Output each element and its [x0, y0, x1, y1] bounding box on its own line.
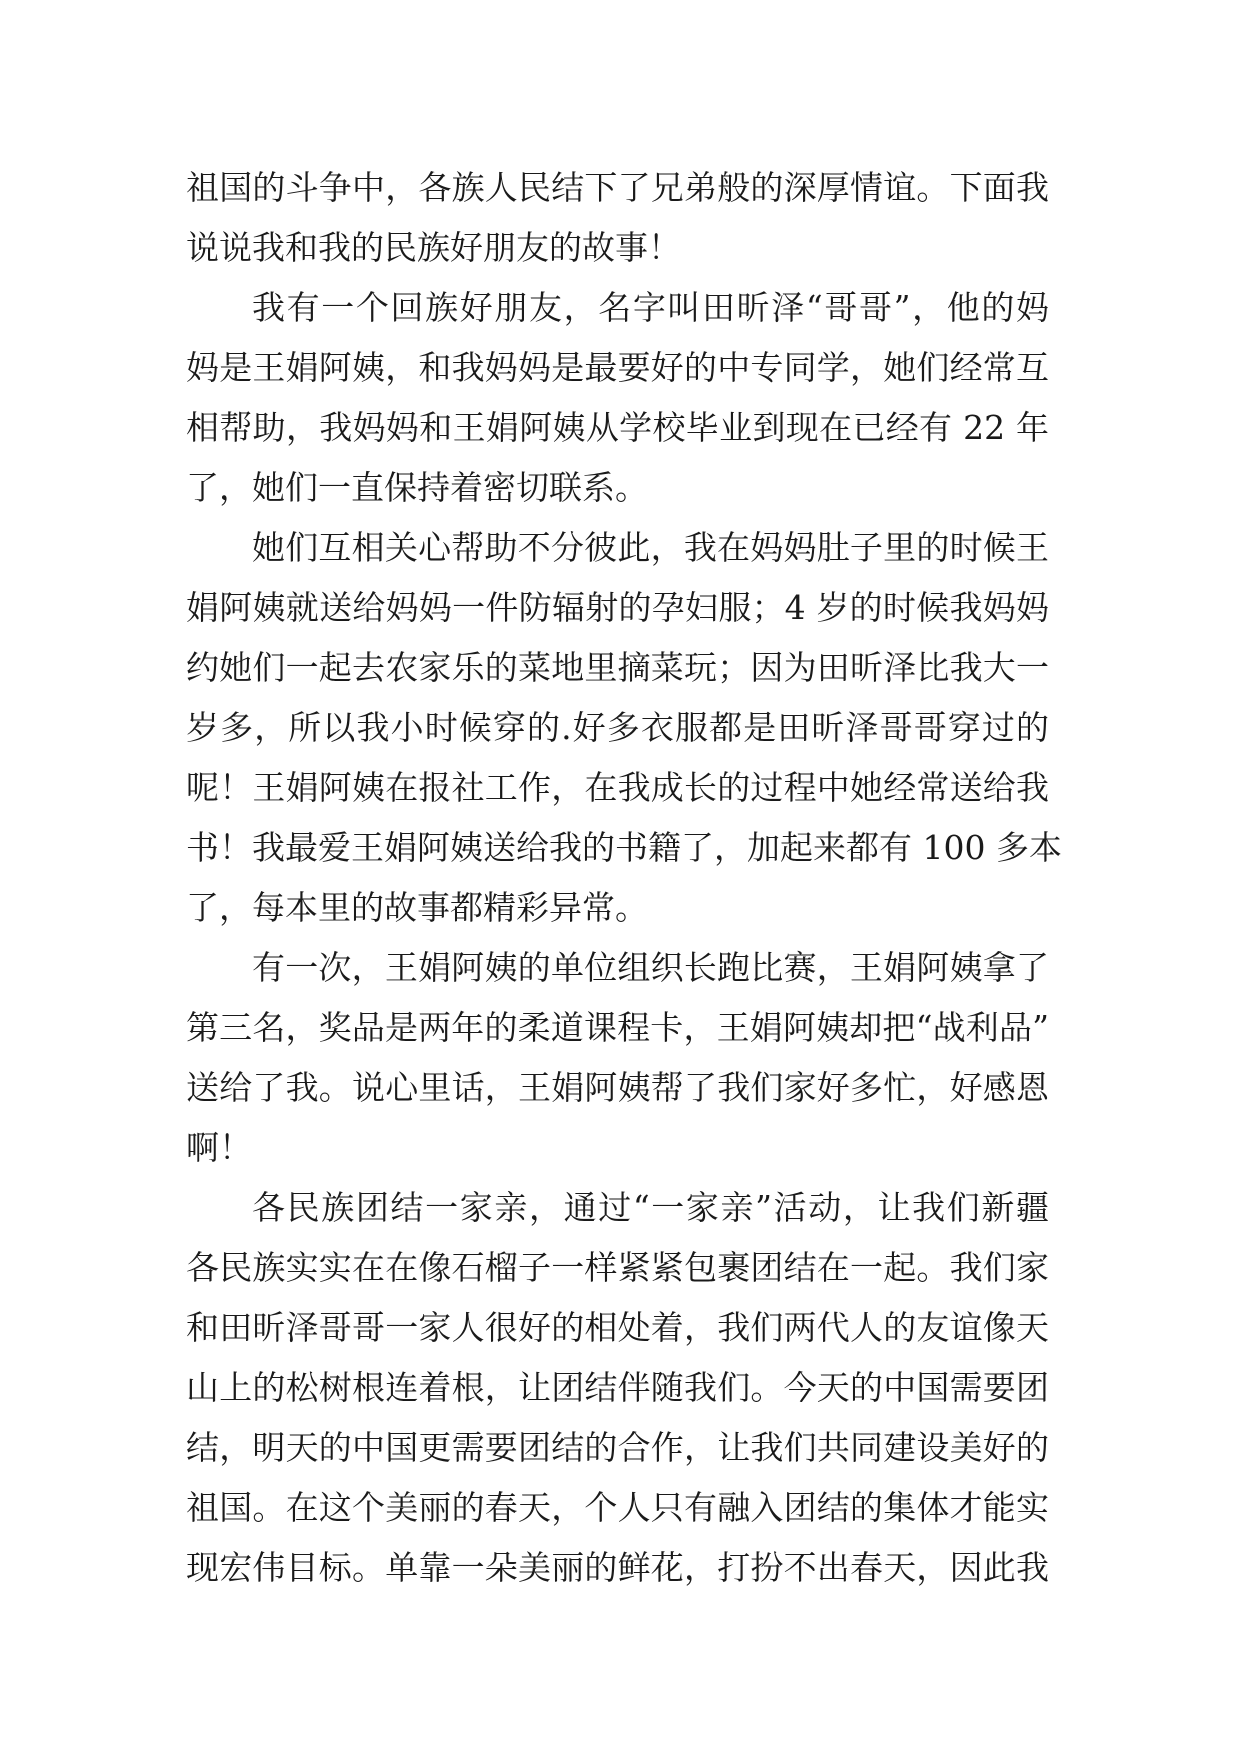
text-line: 第三名，奖品是两年的柔道课程卡，王娟阿姨却把“战利品” [186, 1008, 1049, 1047]
text-line: 娟阿姨就送给妈妈一件防辐射的孕妇服；4 岁的时候我妈妈 [186, 588, 1049, 627]
text-line: 书！我最爱王娟阿姨送给我的书籍了，加起来都有 100 多本 [186, 828, 1062, 867]
text-line: 山上的松树根连着根，让团结伴随我们。今天的中国需要团 [186, 1368, 1049, 1407]
text-line: 和田昕泽哥哥一家人很好的相处着，我们两代人的友谊像天 [186, 1308, 1049, 1347]
text-line: 结，明天的中国更需要团结的合作，让我们共同建设美好的 [186, 1428, 1049, 1467]
text-line: 约她们一起去农家乐的菜地里摘菜玩；因为田昕泽比我大一 [186, 648, 1049, 687]
text-line: 啊！ [186, 1128, 252, 1167]
paragraph [186, 1178, 1049, 1598]
document-body [186, 158, 1062, 1598]
text-line: 妈是王娟阿姨，和我妈妈是最要好的中专同学，她们经常互 [186, 348, 1049, 387]
text-line: 送给了我。说心里话，王娟阿姨帮了我们家好多忙，好感恩 [186, 1068, 1049, 1107]
text-line: 祖国的斗争中，各族人民结下了兄弟般的深厚情谊。下面我 [186, 168, 1049, 207]
paragraph [186, 158, 1049, 278]
text-line: 岁多，所以我小时候穿的.好多衣服都是田昕泽哥哥穿过的 [186, 708, 1049, 747]
text-line: 现宏伟目标。单靠一朵美丽的鲜花，打扮不出春天，因此我 [186, 1548, 1049, 1587]
text-line: 说说我和我的民族好朋友的故事！ [186, 228, 681, 267]
paragraph [186, 938, 1049, 1178]
paragraph [186, 278, 1049, 518]
text-line: 祖国。在这个美丽的春天，个人只有融入团结的集体才能实 [186, 1488, 1049, 1527]
text-line: 了，每本里的故事都精彩异常。 [186, 888, 648, 927]
text-line: 我有一个回族好朋友，名字叫田昕泽“哥哥”，他的妈 [252, 288, 1049, 327]
text-line: 相帮助，我妈妈和王娟阿姨从学校毕业到现在已经有 22 年 [186, 408, 1049, 447]
text-line: 各民族团结一家亲，通过“一家亲”活动，让我们新疆 [252, 1188, 1049, 1227]
text-line: 各民族实实在在像石榴子一样紧紧包裹团结在一起。我们家 [186, 1248, 1049, 1287]
text-line: 有一次，王娟阿姨的单位组织长跑比赛，王娟阿姨拿了 [252, 948, 1049, 987]
paragraph [186, 518, 1062, 938]
text-line: 了，她们一直保持着密切联系。 [186, 468, 648, 507]
text-line: 呢！王娟阿姨在报社工作，在我成长的过程中她经常送给我 [186, 768, 1049, 807]
text-line: 她们互相关心帮助不分彼此，我在妈妈肚子里的时候王 [252, 528, 1049, 567]
